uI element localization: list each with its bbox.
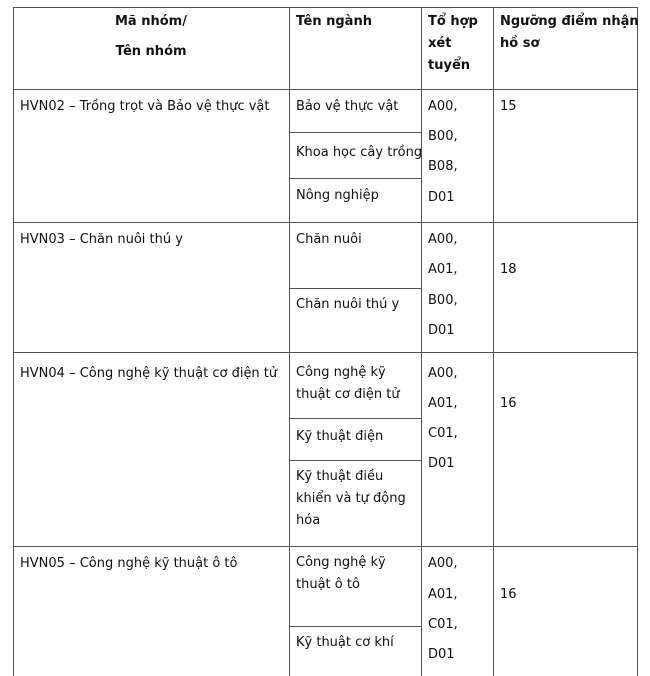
major-name: Chăn nuôi <box>296 232 362 247</box>
major-name: Bảo vệ thực vật <box>296 99 399 114</box>
major-name: Nông nghiệp <box>296 188 379 203</box>
header-combo: Tổ hợp <box>428 14 478 29</box>
major-divider <box>289 288 421 289</box>
major-divider <box>289 178 421 179</box>
column-divider <box>289 7 290 676</box>
group-name: HVN05 – Công nghệ kỹ thuật ô tô <box>20 556 238 571</box>
group-name: HVN03 – Chăn nuôi thú y <box>20 232 183 247</box>
major-divider <box>289 626 421 627</box>
major-name: Khoa học cây trồng <box>296 145 423 160</box>
combo-code: A00, <box>428 556 458 571</box>
combo-code: B00, <box>428 293 458 308</box>
combo-code: D01 <box>428 456 455 471</box>
threshold-value: 18 <box>500 262 517 277</box>
combo-code: C01, <box>428 617 458 632</box>
column-divider <box>421 7 422 676</box>
combo-code: B00, <box>428 129 458 144</box>
group-divider <box>13 222 638 223</box>
combo-code: A01, <box>428 587 458 602</box>
combo-code: D01 <box>428 647 455 662</box>
threshold-value: 16 <box>500 396 517 411</box>
column-divider <box>493 7 494 676</box>
header-group-name: Tên nhóm <box>115 44 187 59</box>
major-name: Kỹ thuật điều khiển và tự động hóa <box>296 469 406 528</box>
header-combo: tuyển <box>428 58 471 73</box>
combo-code: D01 <box>428 190 455 205</box>
header-divider <box>13 89 638 90</box>
major-divider <box>289 418 421 419</box>
header-combo: xét <box>428 36 452 51</box>
major-name: Công nghệ kỹ thuật cơ điện tử <box>296 365 400 402</box>
threshold-value: 15 <box>500 99 517 114</box>
group-name: HVN02 – Trồng trọt và Bảo vệ thực vật <box>20 99 270 114</box>
combo-code: A00, <box>428 366 458 381</box>
combo-code: D01 <box>428 323 455 338</box>
table-border-top <box>13 7 638 8</box>
combo-code: C01, <box>428 426 458 441</box>
major-divider <box>289 460 421 461</box>
major-name: Công nghệ kỹ thuật ô tô <box>296 555 386 592</box>
group-name: HVN04 – Công nghệ kỹ thuật cơ điện tử <box>20 366 278 381</box>
combo-code: A00, <box>428 232 458 247</box>
table-border-right <box>637 7 638 676</box>
group-divider <box>13 352 638 353</box>
major-name: Kỹ thuật điện <box>296 429 384 444</box>
major-divider <box>289 132 421 133</box>
header-major: Tên ngành <box>296 14 372 29</box>
combo-code: A01, <box>428 396 458 411</box>
threshold-value: 16 <box>500 587 517 602</box>
table-border-left <box>13 7 14 676</box>
group-divider <box>13 546 638 547</box>
header-threshold: Ngưỡng điểm nhận <box>500 14 639 29</box>
combo-code: B08, <box>428 159 458 174</box>
header-threshold: hồ sơ <box>500 36 540 51</box>
header-group-code: Mã nhóm/ <box>115 14 187 29</box>
major-name: Kỹ thuật cơ khí <box>296 635 394 650</box>
combo-code: A01, <box>428 262 458 277</box>
combo-code: A00, <box>428 99 458 114</box>
major-name: Chăn nuôi thú y <box>296 297 400 312</box>
